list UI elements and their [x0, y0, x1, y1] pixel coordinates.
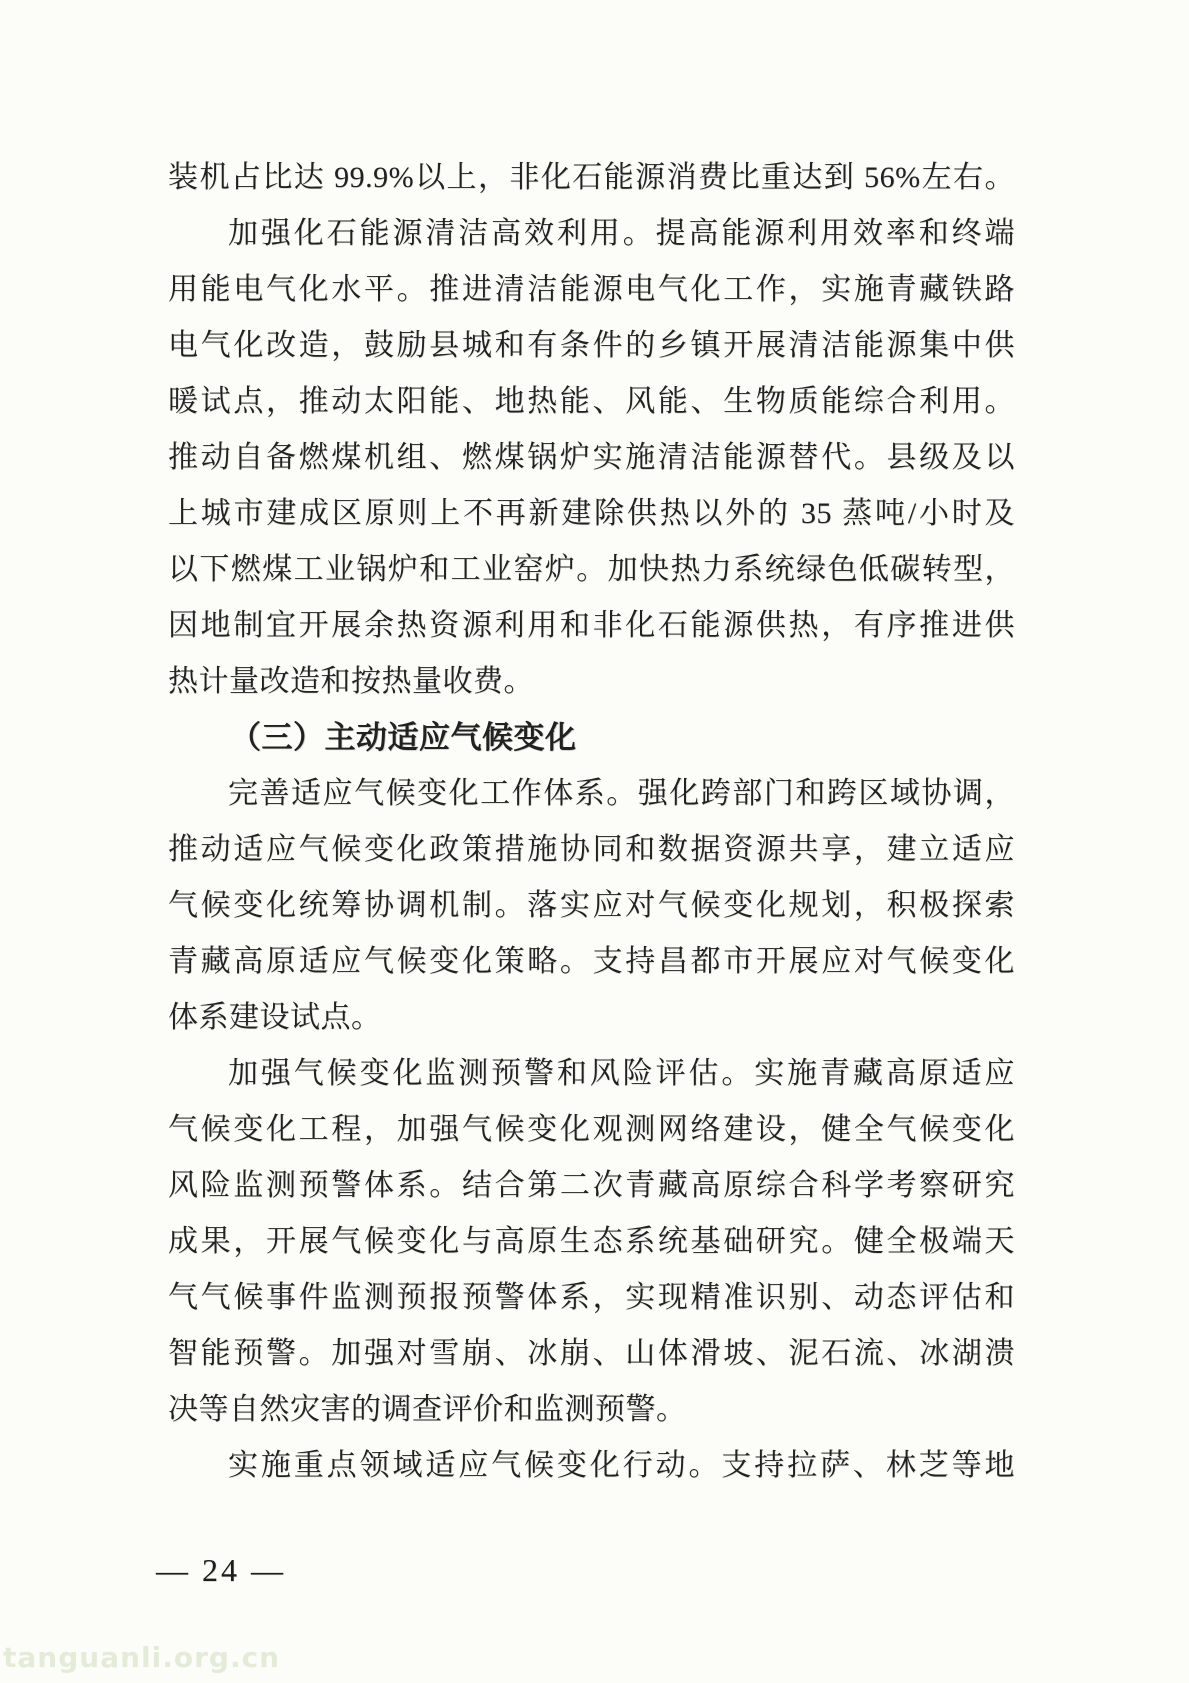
text-line: 气候变化工程，加强气候变化观测网络建设，健全气候变化: [168, 1113, 1015, 1146]
text-line-paragraph-end: 决等自然灾害的调查评价和监测预警。: [168, 1393, 687, 1426]
watermark: tanguanli.org.cn: [3, 1641, 281, 1674]
text-line: 因地制宜开展余热资源利用和非化石能源供热，有序推进供: [168, 609, 1015, 642]
text-line: 气气候事件监测预报预警体系，实现精准识别、动态评估和: [168, 1281, 1015, 1314]
text-line: 风险监测预警体系。结合第二次青藏高原综合科学考察研究: [168, 1169, 1015, 1202]
text-line: 加强化石能源清洁高效利用。提高能源利用效率和终端: [228, 217, 1015, 250]
text-line: 推动适应气候变化政策措施协同和数据资源共享，建立适应: [168, 833, 1015, 866]
text-line: 以下燃煤工业锅炉和工业窑炉。加快热力系统绿色低碳转型，: [168, 553, 1015, 586]
document-body: [168, 150, 1015, 1494]
text-line: 上城市建成区原则上不再新建除供热以外的 35 蒸吨/小时及: [168, 497, 1015, 530]
section-heading: （三）主动适应气候变化: [230, 720, 577, 755]
text-line: 推动自备燃煤机组、燃煤锅炉实施清洁能源替代。县级及以: [168, 441, 1015, 474]
text-line-paragraph-end: 热计量改造和按热量收费。: [168, 665, 534, 698]
text-line-paragraph-end: 体系建设试点。: [168, 1001, 382, 1034]
text-line: 电气化改造，鼓励县城和有条件的乡镇开展清洁能源集中供: [168, 329, 1015, 362]
text-line: 暖试点，推动太阳能、地热能、风能、生物质能综合利用。: [168, 385, 1015, 418]
text-line: 成果，开展气候变化与高原生态系统基础研究。健全极端天: [168, 1225, 1015, 1258]
page-number: — 24 —: [156, 1552, 286, 1588]
text-line: 加强气候变化监测预警和风险评估。实施青藏高原适应: [228, 1057, 1015, 1090]
text-line-continuation: 装机占比达 99.9%以上，非化石能源消费比重达到 56%左右。: [168, 161, 1015, 194]
text-line: 完善适应气候变化工作体系。强化跨部门和跨区域协调，: [228, 777, 1015, 810]
text-line: 实施重点领域适应气候变化行动。支持拉萨、林芝等地: [228, 1449, 1015, 1482]
text-line: 青藏高原适应气候变化策略。支持昌都市开展应对气候变化: [168, 945, 1015, 978]
text-line: 用能电气化水平。推进清洁能源电气化工作，实施青藏铁路: [168, 273, 1015, 306]
text-line: 气候变化统筹协调机制。落实应对气候变化规划，积极探索: [168, 889, 1015, 922]
text-line: 智能预警。加强对雪崩、冰崩、山体滑坡、泥石流、冰湖溃: [168, 1337, 1015, 1370]
